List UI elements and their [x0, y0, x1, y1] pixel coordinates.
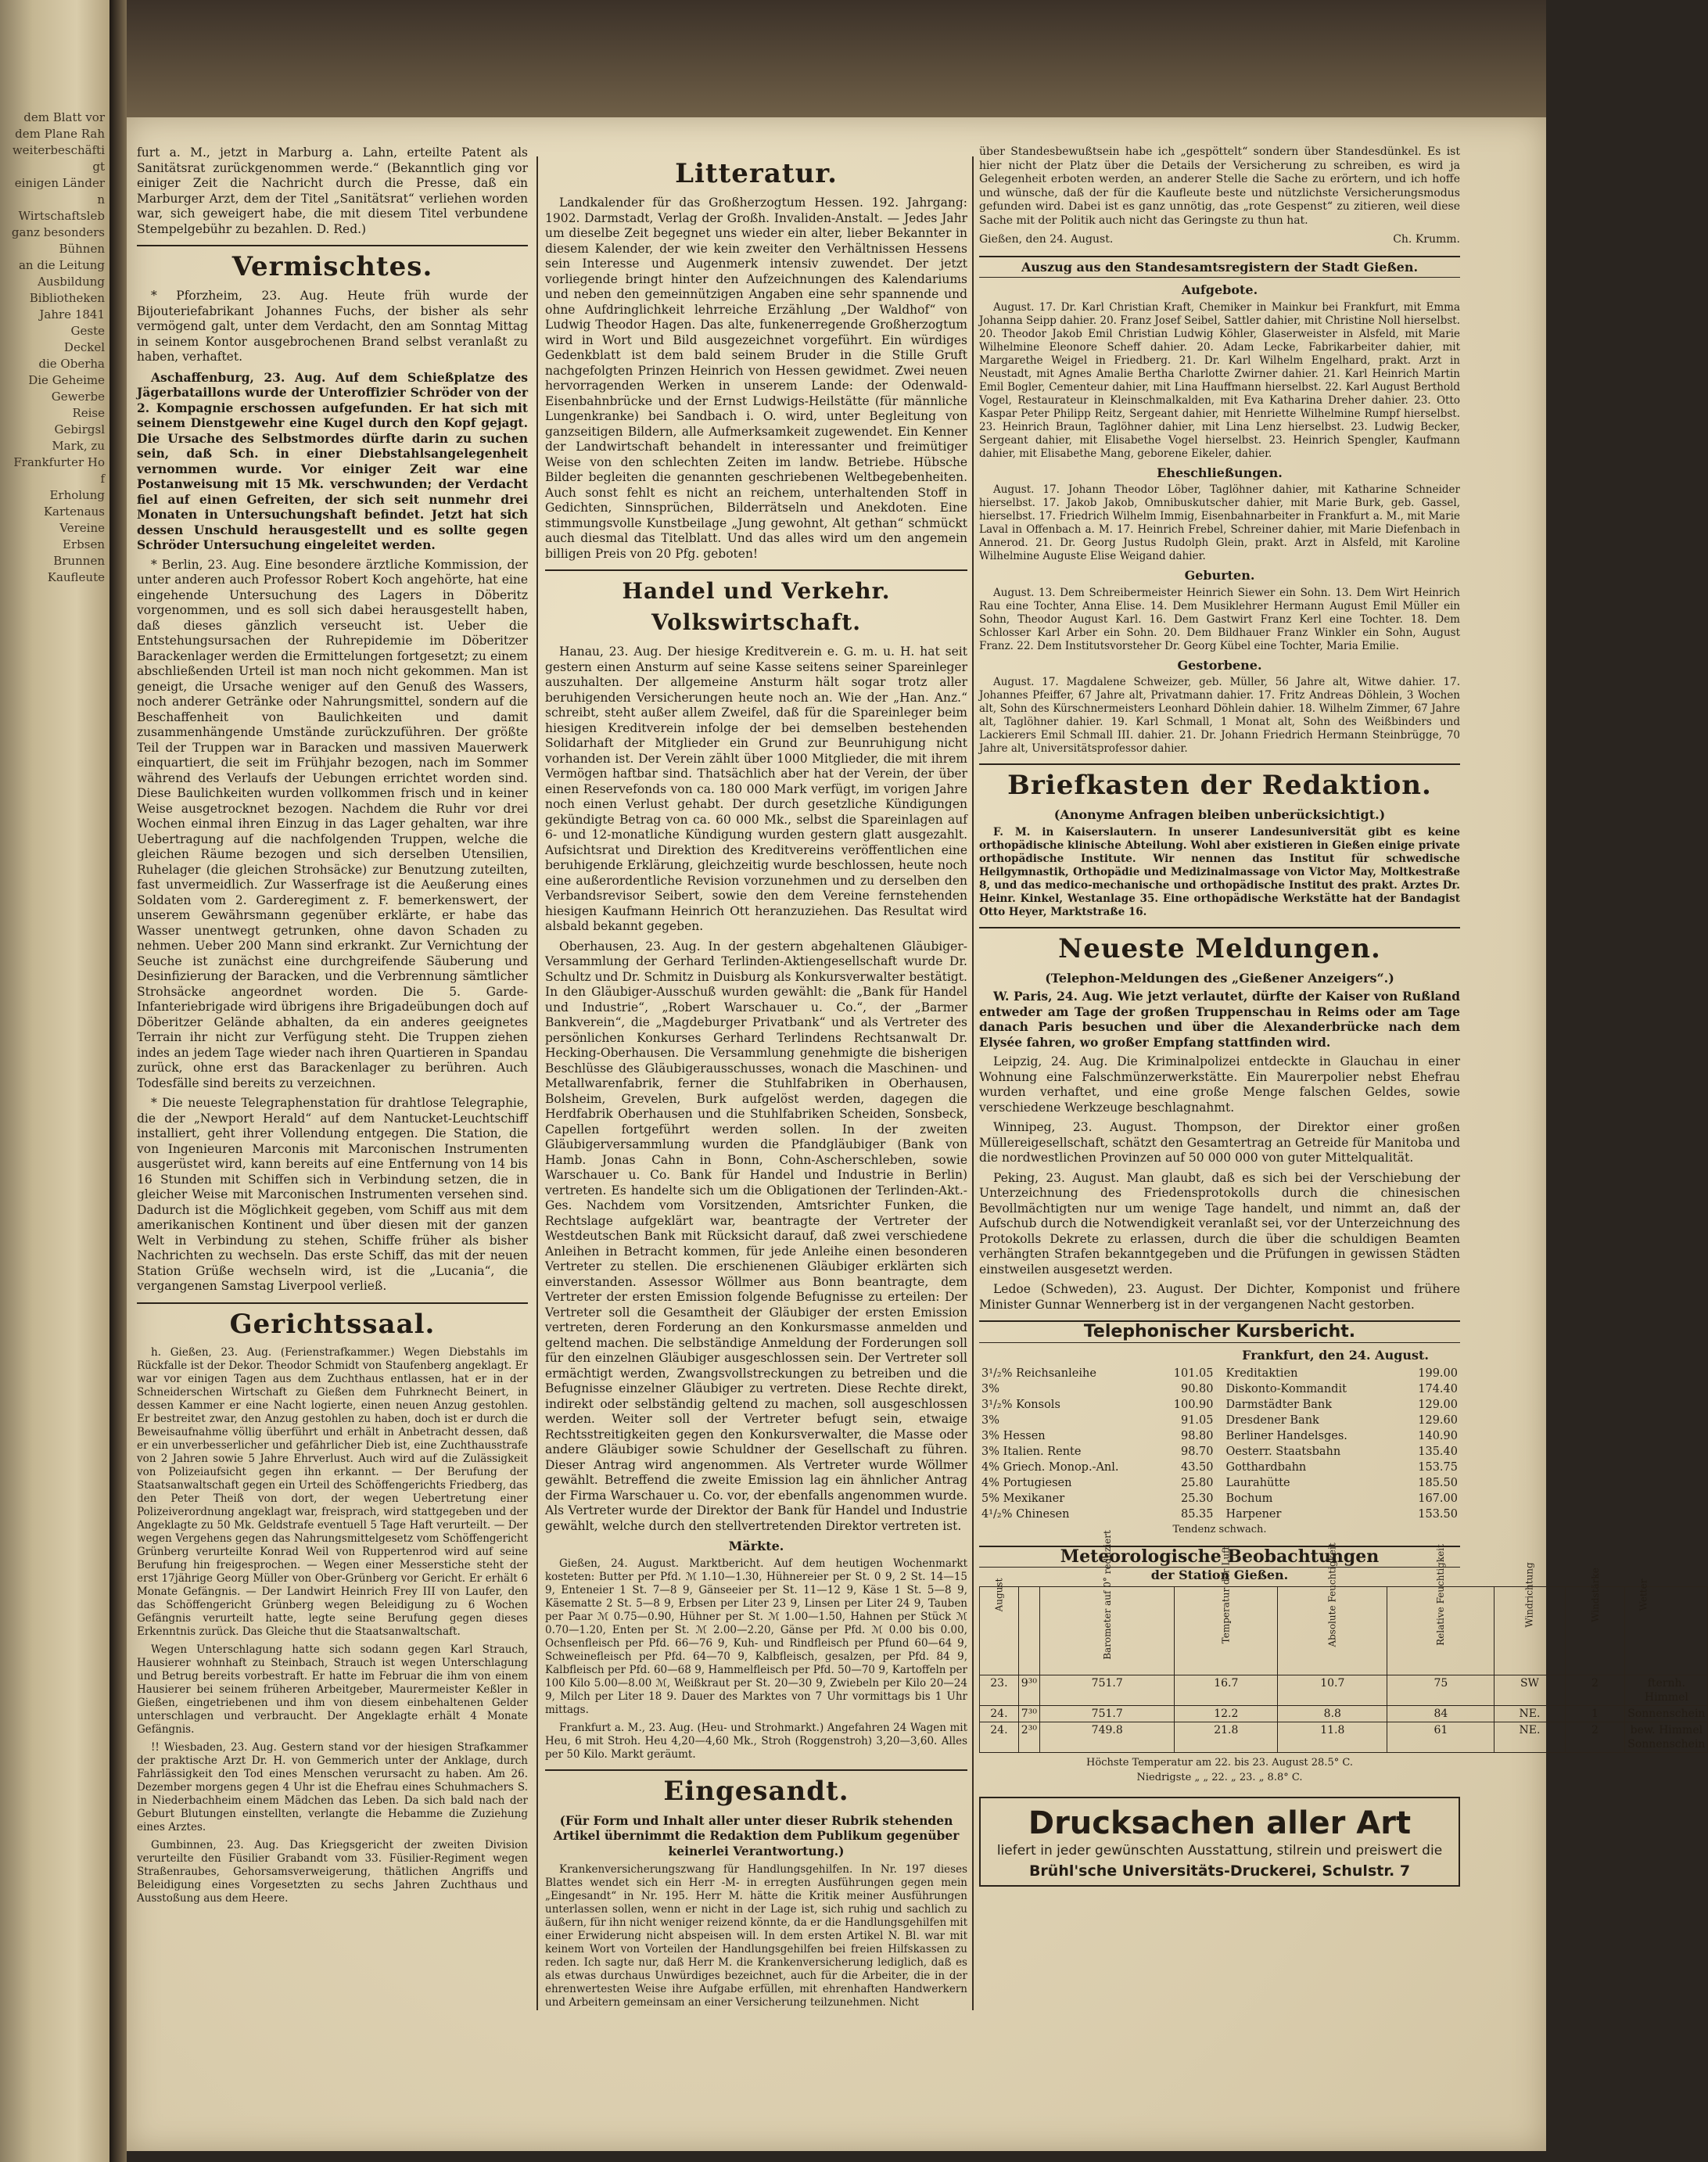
- article-paragraph: Wegen Unterschlagung hatte sich sodann gegen Karl Strauch, Hausierer wohnhaft zu Steinbach, Strauch ist wegen Unterschlagung und Betrug bereits vorbestraft. Er hatte im Februar die ihm von einem Hausierer bei seinem früheren Arbeitgeber, Maurermeister Keßler in Gießen, eingetriebenen und ihm von diesem einbehaltenen Gelder unterschlagen und verbraucht. Der Angeklagte erhält 4 Monate Gefängnis.: [137, 1643, 528, 1736]
- left-page-fragment: ganz besonders: [11, 225, 105, 239]
- subsection-title-maerkte: Märkte.: [728, 1539, 784, 1553]
- meteo-cell: 23.: [980, 1675, 1019, 1705]
- meteo-cell: Sonnenschein: [1625, 1705, 1708, 1722]
- kurs-row: [1224, 1475, 1461, 1491]
- meteo-row: [980, 1675, 1708, 1705]
- kursbericht-subtitle: Frankfurt, den 24. August.: [1242, 1347, 1429, 1363]
- kurs-row: [979, 1507, 1216, 1522]
- left-page-fragment: Jahre 1841: [39, 307, 105, 321]
- advertisement: [979, 1797, 1460, 1887]
- left-page-fragments: [11, 110, 105, 586]
- register-entry: August. 17. Johann Theodor Löber, Taglöhner dahier, mit Katharine Schneider hierselbst. 17. Jakob Jakob, Omnibuskutscher dahier, mit Marie Burk, geb. Gassel, hierselbst. 17. Friedrich Wilhelm Immig, Eisenbahnarbeiter in Frankfurt a. M., mit Marie Laval in Offenbach a. M. 17. Heinrich Frebel, Schreiner dahier, mit Marie Diefenbach in Annerod. 21. Dr. Georg Justus Rudolph Glein, prakt. Arzt in Alsfeld, mit Karoline Wilhelmine Auguste Elise Weigand dahier.: [979, 483, 1460, 562]
- article-paragraph: Hanau, 23. Aug. Der hiesige Kreditverein e. G. m. u. H. hat seit gestern einen Ansturm auf seine Kasse seitens seiner Spareinleger auszuhalten. Der allgemeine Ansturm hält sogar trotz aller beruhigenden Versicherungen heute noch an. Wie der „Han. Anz.“ schreibt, steht außer allem Zweifel, daß für die Spareinleger beim hiesigen Kreditverein infolge der bei demselben bestehenden Solidarhaft der Mitglieder ein Grund zur Beunruhigung nicht vorhanden ist. Der Verein zählt über 1000 Mitglieder, die mit ihrem Vermögen haftbar sind. Thatsächlich aber hat der Verein, der über einen Reservefonds von ca. 180 000 Mark verfügt, im vorigen Jahre noch einen Verlust gehabt. Der durch gesetzliche Kündigungen gekündigte Betrag von ca. 60 000 Mk., selbst die Spareinlagen auf 6- und 12-monatliche Kündigung wurden gestern glatt ausgezahlt. Aufsichtsrat und Direktion des Kreditvereins veröffentlichen eine beruhigende Erklärung, gleichzeitig wurde beschlossen, heute noch eine außerordentliche Revision vorzunehmen und zu derselben den Verbandsrevisor Seibert, sowie den dem Vereine fernstehenden hiesigen Kaufmann Heinrich Ott heranzuziehen. Das Resultat wird alsbald bekannt gegeben.: [545, 645, 967, 933]
- kurs-value: 199.00: [1418, 1367, 1458, 1380]
- kurs-value: 43.50: [1180, 1461, 1214, 1474]
- section-title-briefkasten: Briefkasten der Redaktion.: [979, 763, 1460, 801]
- kursbericht-tables: [979, 1366, 1460, 1522]
- meteo-cell: 2: [1565, 1722, 1625, 1752]
- column-rule: [536, 156, 538, 2010]
- kurs-row: [1224, 1460, 1461, 1475]
- section-title-eingesandt: Eingesandt.: [545, 1769, 967, 1807]
- article-paragraph: Leipzig, 24. Aug. Die Kriminalpolizei entdeckte in Glauchau in einer Wohnung eine Falschmünzerwerkstätte. Ein Maurerpolier nebst Ehefrau wurden verhaftet, und eine große Menge falschen Geldes, sowie verschiedene Werkzeuge beschlagnahmt.: [979, 1054, 1460, 1115]
- article-paragraph: Oberhausen, 23. Aug. In der gestern abgehaltenen Gläubiger-Versammlung der Gerhard Terlinden-Aktiengesellschaft wurde Dr. Schultz und Dr. Schmitz in Duisburg als Konkursverwalter bestätigt. In den Gläubiger-Ausschuß wurden gewählt: die „Bank für Handel und Industrie“, „Robert Warschauer u. Co.“, der „Barmer Bankverein“, die „Magdeburger Privatbank“ und als Vertreter des persönlichen Konkurses Gerhard Terlindens Rechtsanwalt Dr. Hecking-Oberhausen. Die Versammlung genehmigte die bisherigen Beschlüsse des Gläubigerausschusses, wonach die Maschinen- und Metallwarenfabrik, ferner die Stuhlfabriken in Oberhausen, Bolsheim, Grevelen, Burk aufgelöst werden, dagegen die Herdfabrik Oberhausen und die Stuhlfabriken Scheiden, Sonsbeck, Capellen fortgeführt werden sollen. In der zweiten Gläubigerversammlung wurden die Pfandgläubiger (Bank von Hamb. Jonas Cahn in Bonn, Cohn-Ascherschleben, sowie Warschauer u. Co. Bank für Handel und Industrie in Berlin) vertreten. Es handelte sich um die Obligationen der Terlinden-Akt.-Ges. Nachdem vom Vorsitzenden, Amtsrichter Funken, die Rechtslage aufgeklärt war, beantragte der Vertreter der Westdeutschen Bank mit Rücksicht darauf, daß zwei verschiedene Anleihen in Betracht kommen, für jede Anleihe einen besonderen Vertreter zu stellen. Die erschienenen Gläubiger erklärten sich einverstanden. Assessor Wöllmer aus Bonn beantragte, dem Vertreter der ersten Emission folgende Befugnisse zu erteilen: Der Vertreter soll die Gesamtheit der Gläubiger der ersten Emission vertreten, deren Forderung an den Konkursmasse anmelden und geltend machen. Die selbständige Anmeldung der Forderungen soll für den einzelnen Gläubiger ausgeschlossen sein. Der Vertreter soll ermächtigt werden, Zwangsvollstreckungen zu betreiben und die Befugnisse einzelner Gläubiger zu vertreten. Diese Rechte direkt, indirekt oder selbständig geltend zu machen, soll ausgeschlossen werden. Weiter soll der Vertreter befugt sein, etwaige Rechtsstreitigkeiten gegen den Konkursverwalter, die Masse oder andere Gläubiger sowie Schuldner der Gesellschaft zu führen. Dieser Antrag wird angenommen. Als Vertreter wurde Wöllmer gewählt. Betreffend die zweite Emission lag ein ähnlicher Antrag der Firma Warschauer u. Co. vor, der ebenfalls angenommen wurde. Als Vertreter wurde der Direktor der Bank für Handel und Industrie gewählt, welche durch den stellvertretenden Direktor vertreten ist.: [545, 939, 967, 1533]
- article-paragraph: Gumbinnen, 23. Aug. Das Kriegsgericht der zweiten Division verurteilte den Füsilier Grabandt vom 33. Füsilier-Regiment wegen Straßenraubes, Gehorsamsverweigerung, thätlichen Angriffs und Beleidigung eines Vorgesetzten zu sechs Jahren Zuchthaus und Ausstoßung aus dem Heere.: [137, 1838, 528, 1905]
- article-paragraph: Aschaffenburg, 23. Aug. Auf dem Schießplatze des Jägerbataillons wurde der Unteroffizier Schröder von der 2. Kompagnie erschossen aufgefunden. Er hat sich mit seinem Dienstgewehr eine Kugel durch den Kopf gejagt. Die Ursache des Selbstmordes dürfte darin zu suchen sein, daß Sch. in einer Diebstahlsangelegenheit vernommen wurde. Vor einiger Zeit war eine Postanweisung mit 15 Mk. verschwunden; der Verdacht fiel auf einen Gefreiten, der sich seit nunmehr drei Monaten in Untersuchungshaft befindet. Jetzt hat sich dessen Unschuld herausgestellt und es sollte gegen Schröder Untersuchung eingeleitet werden.: [137, 369, 528, 552]
- meteo-header: Windstärke: [1565, 1586, 1625, 1675]
- section-title-standesamt: Auszug aus den Standesamtsregistern der Stadt Gießen.: [979, 256, 1460, 278]
- left-page-fragment: Ausbildung: [38, 275, 105, 289]
- kurs-row: [1224, 1491, 1461, 1507]
- kurs-row: [979, 1428, 1216, 1444]
- kurs-value: 174.40: [1418, 1383, 1458, 1395]
- kurs-value: 100.90: [1173, 1399, 1214, 1411]
- meteo-cell: fternh. Himmel: [1625, 1675, 1708, 1705]
- kurs-value: 185.50: [1418, 1477, 1458, 1489]
- meteo-cell: 2³⁰: [1018, 1722, 1039, 1752]
- kurs-value: 98.70: [1180, 1446, 1214, 1458]
- meteo-cell: 61: [1387, 1722, 1494, 1752]
- kurs-value: 140.90: [1418, 1430, 1458, 1442]
- article-paragraph: Peking, 23. August. Man glaubt, daß es sich bei der Verschiebung der Unterzeichnung des Friedensprotokolls durch die chinesischen Bevollmächtigten nur um wenige Tage handelt, und nimmt an, daß der Aufschub durch die Notwendigkeit veranlaßt sei, vor der Unterzeichnung des Protokolls Dekrete zu erlassen, durch die über die schuldigen Beamten verhängten Strafen bekanntgegeben und die Prüfungen in gewissen Städten einstweilen ausgesetzt werden.: [979, 1170, 1460, 1277]
- meteo-cell: 7³⁰: [1018, 1705, 1039, 1722]
- kurs-row: [1224, 1366, 1461, 1381]
- kurs-value: 90.80: [1180, 1383, 1214, 1395]
- kurs-row: [979, 1397, 1216, 1413]
- kurs-value: 98.80: [1180, 1430, 1214, 1442]
- kurs-row: [979, 1413, 1216, 1428]
- meteo-cell: 24.: [980, 1722, 1019, 1752]
- meteo-cell: 10.7: [1278, 1675, 1387, 1705]
- kurs-name: 3% Hessen: [981, 1430, 1046, 1442]
- meteo-cell: 16.7: [1175, 1675, 1278, 1705]
- editorial-note: (Für Form und Inhalt aller unter dieser Rubrik stehenden Artikel übernimmt die Redaktion dem Publikum gegenüber keinerlei Verantwortung.): [553, 1812, 960, 1859]
- meteo-header: Relative Feuchtigkeit: [1387, 1586, 1494, 1675]
- left-page-fragment: Kaufleute: [47, 570, 105, 584]
- kurs-row: [979, 1491, 1216, 1507]
- left-page-fragment: an die Leitung: [18, 258, 105, 272]
- ad-footer: Brühl'sche Universitäts-Druckerei, Schulstr. 7: [1028, 1862, 1411, 1880]
- kurs-row: [979, 1366, 1216, 1381]
- register-entry: August. 17. Dr. Karl Christian Kraft, Chemiker in Mainkur bei Frankfurt, mit Emma Johanna Seipp dahier. 20. Franz Josef Seibel, Sattler dahier, mit Christine Noll hierselbst. 20. Theodor Jakob Emil Christian Ludwig Köhler, Glaserweister in Alsfeld, mit Marie Wilhelmine Eleonore Scheff dahier. 20. Adam Lecke, Fabrikarbeiter dahier, mit Margarethe Weigel in Friedberg. 21. Dr. Karl Wilhelm Engelhard, prakt. Arzt in Neustadt, mit Agnes Amalie Bertha Charlotte Zwirner dahier. 21. Karl Heinrich Martin Emil Bogler, Cementeur dahier, mit Lina Hauffmann hierselbst. 22. Karl August Berthold Vogel, Restaurateur in Kleinschmalkalden, mit Eva Katharina Dreher dahier. 23. Otto Kaspar Peter Philipp Reitz, Sergeant dahier, mit Henriette Wilhelmine Rumpf hierselbst. 23. Heinrich Braun, Taglöhner dahier, mit Lina Lenz hierselbst. 23. Ludwig Becker, Sergeant dahier, mit Elisabethe Vogel hierselbst. 23. Heinrich Spengler, Kaufmann dahier, mit Elisabethe Mang, geborene Eikeler, dahier.: [979, 300, 1460, 460]
- kurs-row: [1224, 1507, 1461, 1522]
- left-page-fragment: Erholung: [49, 488, 105, 502]
- kurs-value: 129.60: [1418, 1414, 1458, 1427]
- meteo-cell: 751.7: [1039, 1705, 1175, 1722]
- kurs-name: Dresdener Bank: [1225, 1414, 1319, 1427]
- neueste-subtitle: (Telephon-Meldungen des „Gießener Anzeigers“.): [1045, 970, 1394, 986]
- kurs-name: 4% Griech. Monop.-Anl.: [981, 1461, 1119, 1474]
- column-2: [545, 145, 967, 2117]
- ad-headline: Drucksachen aller Art: [1028, 1805, 1412, 1841]
- intro-paragraph: furt a. M., jetzt in Marburg a. Lahn, erteilte Patent als Sanitätsrat zurückgenommen werde.“ (Bekanntlich ging vor einiger Zeit die Nachricht durch die Presse, daß ein Marburger Arzt, dem der Titel „Sanitätsrat“ verliehen worden war, sich geweigert habe, die mit diesem Titel verbundene Stempelgebühr zu bezahlen. D. Red.): [137, 145, 528, 236]
- column-1: [137, 145, 528, 2101]
- subsection-title-aufgebote: Aufgebote.: [1181, 282, 1258, 297]
- meteo-header: Windrichtung: [1494, 1586, 1565, 1675]
- kurs-name: 4% Portugiesen: [981, 1477, 1072, 1489]
- meteo-footnote: Höchste Temperatur am 22. bis 23. August 28.5° C.: [1086, 1756, 1353, 1769]
- kurs-table-left: [979, 1366, 1216, 1522]
- kurs-row: [979, 1475, 1216, 1491]
- left-page-fragment: Die Geheime: [28, 373, 105, 387]
- kurs-value: 25.30: [1180, 1492, 1214, 1505]
- left-page-fragment: Brunnen: [53, 554, 105, 568]
- kurs-name: Darmstädter Bank: [1225, 1399, 1333, 1411]
- article-paragraph: * Berlin, 23. Aug. Eine besondere ärztliche Kommission, der unter anderen auch Professor Robert Koch angehörte, hat eine eingehende Untersuchung des Lagers in Döberitz vorgenommen, und es soll sich dabei herausgestellt haben, daß dieses gänzlich verseucht ist. Ueber die Entstehungsursachen der Ruhrepidemie im Döberitzer Barackenlager werden die Ermittelungen fortgesetzt; zu einem abschließenden Urteil ist man noch nicht gekommen. Man ist geneigt, die Ursache weniger auf den Genuß des Wassers, noch anderer Getränke oder Nahrungsmittel, sondern auf die Beschaffenheit von Baulichkeiten und damit zusammenhängende Umstände zurückzuführen. Der größte Teil der Truppen war in Baracken und massiven Mauerwerk einquartiert, die seit im Frühjahr bezogen, nach im Sommer während des Verlaufs der Uebungen errichtet worden sind. Diese Baulichkeiten wurden vollkommen frisch und in keiner Weise ausgetrocknet bezogen. Nachdem die Ruhr vor drei Wochen einmal ihren Einzug in das Lager gehalten, war ihre Uebertragung auf die nachfolgenden Truppen, welche die gleichen Räume bezogen und sich derselben Utensilien, Ruhelager (die gleichen Strohsäcke) zur Benutzung zuteilten, fast unvermeidlich. Zur Wasserfrage ist die Aeußerung eines Soldaten vom 2. Garderegiment z. F. bemerkenswert, der unserem Gewährsmann gegenüber erklärte, er habe das Wasser unentwegt getrunken, ohne davon Schaden zu nehmen. Ueber 200 Mann sind erkrankt. Zur Vernichtung der Seuche ist zunächst eine durchgreifende Säuberung und Desinfizierung der Baracken, und die Verbrennung sämtlicher Strohsäcke angeordnet worden. Die 5. Garde-Infanteriebrigade wird übrigens ihre Brigadeübungen doch auf Döberitzer Gelände abhalten, da ein anderes geeignetes Terrain ihr nicht zur Verfügung steht. Die Truppen ziehen indes an jedem Tage wieder nach ihren Quartieren in Spandau zurück, ohne erst das Barackenlager zu berühren. Auch Todesfälle sind bereits zu verzeichnen.: [137, 557, 528, 1090]
- article-paragraph: Krankenversicherungszwang für Handlungsgehilfen. In Nr. 197 dieses Blattes wendet sich ein Herr -M- in erregten Ausführungen gegen mein „Eingesandt“ in Nr. 195. Herr M. hätte die Kritik meiner Ausführungen unterlassen sollen, wenn er nicht in der Lage ist, sich ruhig und sachlich zu äußern, für ihn nicht weniger reizend könnte, da er die Handlungsgehilfen mit einer Erwiderung nicht abspeisen will. In dem ersten Artikel N. Bl. war mit keinem Wort von Vorteilen der Handlungsgehilfen bei freien Hilfskassen zu reden. Ich sagte nur, daß Herr M. die Krankenversicherung lediglich, daß es als etwas durchaus Unwürdiges bezeichnet, auch für die Arbeiter, die in der ehrenwertesten Weise ihre Aufgabe erfüllen, mit ehrenhaften Handwerkern und Arbeitern gemeinsam an einer Versicherung teilzunehmen. Nicht: [545, 1863, 967, 2009]
- article-paragraph: * Pforzheim, 23. Aug. Heute früh wurde der Bijouteriefabrikant Johannes Fuchs, der bisher als sehr vermögend galt, unter dem Verdacht, den am Sonntag Mittag in seinem Kontor ausgebrochenen Brand selbst veranlaßt zu haben, verhaftet.: [137, 289, 528, 364]
- kurs-row: [979, 1381, 1216, 1397]
- kurs-name: 5% Mexikaner: [981, 1492, 1065, 1505]
- article-paragraph: Landkalender für das Großherzogtum Hessen. 192. Jahrgang: 1902. Darmstadt, Verlag der Großh. Invaliden-Anstalt. — Jedes Jahr um dieselbe Zeit begegnet uns wieder ein alter, lieber Bekannter in diesem Kalender, der wie kein zweiter den Verhältnissen Hessens sein Interesse und Augenmerk intensiv zuwendet. Der jetzt vorliegende bringt hinter den Aufzeichnungen des Kalendariums und neben den gemeinnützigen Angaben eine sehr spannende und ohne Aufdringlichkeit lehrreiche Erzählung „Der Waldhof“ von Ludwig Theodor Hagen. Das alte, funkenerregende Großherzogtum wird in Wort und Bild ausgezeichnet vorgeführt. Ein würdiges Gedenkblatt ist dem bald seinem Bruder in die Stille Gruft nachgefolgten Prinzen Heinrich von Hessen gewidmet. Zwei neuen hervorragenden Werken in unserem Lande: der Odenwald-Eisenbahnbrücke und der Ernst Ludwigs-Heilstätte (für männliche Lungenkranke) bei Sandbach i. O. wird, unter Begleitung von ganzseitigen Bildern, alle Aufmerksamkeit zugewendet. Ein Kenner der Landwirtschaft behandelt in interessanter und freimütiger Weise von den schlechten Zeiten im landw. Betriebe. Hübsche Bilder begleiten die genannten geschriebenen Weltbegebenheiten. Auch sonst fehlt es nicht an reichem, unterhaltenden Stoff in Gedichten, Sinnsprüchen, Bilderrätseln und Anekdoten. Eine stimmungsvolle Kunstbeilage „Jung gewohnt, Alt gethan“ schmückt auch diesmal das Titelblatt. Und das alles wird um den angemein billigen Preis von 20 Pfg. geboten!: [545, 196, 967, 561]
- article-paragraph: Ledoe (Schweden), 23. August. Der Dichter, Komponist und frühere Minister Gunnar Wennerberg ist in der vergangenen Nacht gestorben.: [979, 1282, 1460, 1312]
- kurs-value: 153.50: [1418, 1508, 1458, 1521]
- kurs-tendenz: Tendenz schwach.: [1172, 1524, 1267, 1535]
- register-entry: August. 17. Magdalene Schweizer, geb. Müller, 56 Jahre alt, Witwe dahier. 17. Johannes Pfeiffer, 67 Jahre alt, Privatmann dahier. 17. Fritz Andreas Döhlein, 3 Wochen alt, Sohn des Kürschnermeisters Leonhard Döhlein dahier. 18. Wilhelm Zimmer, 67 Jahre alt, Taglöhner dahier. 19. Karl Schmall, 1 Monat alt, Sohn des Weißbinders und Lackierers Emil Schmall III. dahier. 21. Dr. Johann Friedrich Hermann Steinbrügge, 70 Jahre alt, Universitätsprofessor dahier.: [979, 676, 1460, 755]
- left-page-fragment: Vereine: [59, 521, 105, 535]
- article-paragraph: Gießen, 24. August. Marktbericht. Auf dem heutigen Wochenmarkt kosteten: Butter per Pfd. ℳ 1.10—1.30, Hühnereier per St. 0 9, 2 St. 14—15 9, Enteneier 1 St. 7—8 9, Gänseeier per St. 11—12 9, Käse 1 St. 5—8 9, Käsematte 2 St. 5—8 9, Erbsen per Liter 23 9, Linsen per Liter 24 9, Tauben per Paar ℳ 0.75—0.90, Hühner per St. ℳ 1.00—1.50, Hahnen per Stück ℳ 0.70—1.20, Enten per St. ℳ 2.00—2.20, Gänse per Pfd. ℳ 0.00 bis 0.00, Ochsenfleisch per Pfd. 66—76 9, Kuh- und Rindfleisch per Pfund 60—64 9, Schweinefleisch per Pfd. 64—70 9, Kalbfleisch, gesalzen, per Pfd. 84 9, Kalbfleisch per Pfd. 60—68 9, Hammelfleisch per Pfd. 50—70 9, Kartoffeln per 100 Kilo 5.00—8.00 ℳ, Weißkraut per St. 20—30 9, Zwiebeln per Kilo 20—24 9, Milch per Liter 18 9. Dauer des Marktes von 7 Uhr vormittags bis 1 Uhr mittags.: [545, 1557, 967, 1716]
- left-page-fragment: Wirtschaftsleb: [18, 209, 105, 223]
- meteo-title: Meteorologische Beobachtungen: [979, 1546, 1460, 1568]
- left-page-fragment: Geste: [70, 324, 105, 338]
- meteo-header: Barometer auf 0° reduziert: [1039, 1586, 1175, 1675]
- meteo-header: [1018, 1586, 1039, 1675]
- kurs-row: [1224, 1413, 1461, 1428]
- left-page-fragment: Gewerbe: [51, 390, 105, 404]
- subsection-title-gestorbene: Gestorbene.: [1177, 657, 1262, 673]
- kurs-row: [979, 1460, 1216, 1475]
- kurs-name: 3¹/₂% Reichsanleihe: [981, 1367, 1096, 1380]
- left-page-fragment: einigen Ländern: [14, 176, 105, 207]
- meteo-cell: 751.7: [1039, 1675, 1175, 1705]
- kurs-value: 135.40: [1418, 1446, 1458, 1458]
- kurs-name: 3¹/₂% Konsols: [981, 1399, 1060, 1411]
- book-spine: [109, 0, 127, 2162]
- kurs-value: 91.05: [1180, 1414, 1214, 1427]
- left-page-edge: [0, 0, 109, 2162]
- left-page-fragment: Erbsen: [63, 537, 105, 551]
- kurs-value: 25.80: [1180, 1477, 1214, 1489]
- register-entry: August. 13. Dem Schreibermeister Heinrich Siewer ein Sohn. 13. Dem Wirt Heinrich Rau eine Tochter, Anna Elise. 14. Dem Musiklehrer Hermann August Emil Müller ein Sohn, Theodor August Karl. 16. Dem Gastwirt Franz Kerl eine Tochter. 18. Dem Schlosser Karl Arber ein Sohn. 20. Dem Bildhauer Franz Winkler ein Sohn, August Franz. 22. Dem Institutsvorsteher Dr. Georg Kübel eine Tochter, Maria Emilie.: [979, 586, 1460, 652]
- meteo-cell: 84: [1387, 1705, 1494, 1722]
- subsection-title-eheschliessungen: Eheschließungen.: [1157, 465, 1283, 480]
- meteo-header: Wetter: [1625, 1586, 1708, 1675]
- intro-paragraph: über Standesbewußtsein habe ich „gespöttelt“ sondern über Standesdünkel. Es ist hier nicht der Platz über die Details der Versicherung zu schreiben, es wird ja Gelegenheit erboten werden, an anderer Stelle die Sache zu erörtern, und ich hoffe und wünsche, daß der für die Kaufleute beste und nützlichste Versicherungsmodus gefunden wird. Dabei ist es ganz unnötig, das „rote Gespenst“ zu zitieren, weil diese Sache mit der Politik auch nicht das Geringste zu thun hat.: [979, 145, 1460, 227]
- kurs-row: [1224, 1397, 1461, 1413]
- left-page-fragment: Frankfurter Hof: [13, 455, 105, 486]
- article-paragraph: h. Gießen, 23. Aug. (Ferienstrafkammer.) Wegen Diebstahls im Rückfalle ist der Dekor. Theodor Schmidt von Staufenberg angeklagt. Er war vor einigen Tagen aus dem Zuchthaus entlassen, hat er in der Schneiderschen Wirtschaft zu Gießen dem Fuhrknecht Beinert, in dessen Kammer er eine Nacht logierte, einen neuen Anzug gestohlen. Er bestreitet zwar, den Anzug gestohlen zu haben, doch ist er durch die Beweisaufnahme völlig überführt und erhält in Anbetracht dessen, daß er ein unverbesserlicher und gefährlicher Dieb ist, eine Zuchthausstrafe von 2 Jahren sowie 5 Jahre Ehrverlust. Auch wird auf die Zulässigkeit von Polizeiaufsicht gegen ihn erkannt. — Der Berufung der Staatsanwaltschaft gegen ein Urteil des Schöffengerichts Friedberg, das den Peter Theiß von dort, der wegen Uebertretung einer Polizeiverordnung angeklagt war, freisprach, wird stattgegeben und der Angeklagte zu 50 Mk. Geldstrafe eventuell 5 Tage Haft verurteilt. — Der wegen Vergehens gegen das Nahrungsmittelgesetz vom Schöffengericht Grünberg verurteilte Konrad Weil von Ruppertenrod wird auf seine Berufung hin freigesprochen. — Wegen einer Messerstiche steht der erst 17jährige Georg Müller von Ober-Grünberg vor Gericht. Er erhält 6 Monate Gefängnis. — Der Landwirt Heinrich Frey III von Laufer, den das Schöffengericht Grünberg wegen Beleidigung zu 6 Wochen Gefängnis verurteilt hatte, legte seine Berufung gegen dieses Erkenntnis zurück. Das Gleiche thut die Staatsanwaltschaft.: [137, 1345, 528, 1638]
- kurs-name: Harpener: [1225, 1508, 1282, 1521]
- article-paragraph: !! Wiesbaden, 23. Aug. Gestern stand vor der hiesigen Strafkammer der praktische Arzt Dr. H. von Gemmerich unter der Anklage, durch Fahrlässigkeit den Tod eines Menschen verursacht zu haben. Am 26. Dezember morgens gegen 4 Uhr ist die Ehefrau eines Schuhmachers S. in Niederbachheim einem Mädchen das Leben. Da sich bald nach der Geburt Blutungen einstellten, verlangte die Hebamme die Zuziehung eines Arztes.: [137, 1740, 528, 1833]
- meteo-cell: 24.: [980, 1705, 1019, 1722]
- meteo-header: Temperatur der Luft: [1175, 1586, 1278, 1675]
- meteo-cell: 1: [1565, 1705, 1625, 1722]
- kursbericht-title: Telephonischer Kursbericht.: [979, 1320, 1460, 1343]
- meteo-cell: 9³⁰: [1018, 1675, 1039, 1705]
- meteo-header: August: [980, 1586, 1019, 1675]
- meteo-cell: NE.: [1494, 1722, 1565, 1752]
- subsection-title-geburten: Geburten.: [1184, 568, 1255, 583]
- left-page-fragment: Bühnen: [59, 242, 105, 256]
- meteo-cell: NE.: [1494, 1705, 1565, 1722]
- ad-text: liefert in jeder gewünschten Ausstattung, stilrein und preiswert die: [996, 1842, 1443, 1859]
- kurs-name: Kreditaktien: [1225, 1367, 1298, 1380]
- kurs-name: Gotthardbahn: [1225, 1461, 1307, 1474]
- meteo-footnote: Niedrigste „ „ 22. „ 23. „ 8.8° C.: [1136, 1772, 1303, 1783]
- left-page-fragment: dem Plane Rah: [15, 127, 105, 141]
- kurs-row: [1224, 1381, 1461, 1397]
- signature-author: Ch. Krumm.: [1393, 233, 1460, 246]
- left-page-fragment: Mark, zu: [52, 439, 105, 453]
- kurs-name: 4¹/₂% Chinesen: [981, 1508, 1070, 1521]
- kurs-row: [979, 1444, 1216, 1460]
- left-page-fragment: weiterbeschäftigt: [12, 143, 105, 174]
- meteo-cell: 11.8: [1278, 1722, 1387, 1752]
- left-page-fragment: Deckel: [63, 340, 105, 354]
- briefkasten-subtitle: (Anonyme Anfragen bleiben unberücksichtigt.): [1053, 807, 1386, 822]
- meteo-cell: 75: [1387, 1675, 1494, 1705]
- kurs-value: 153.75: [1418, 1461, 1458, 1474]
- kurs-value: 129.00: [1418, 1399, 1458, 1411]
- kurs-row: [1224, 1444, 1461, 1460]
- left-page-fragment: Kartenaus: [43, 505, 105, 519]
- kurs-name: Berliner Handelsges.: [1225, 1430, 1347, 1442]
- meteo-cell: bew. Himmel Sonnenschein: [1625, 1722, 1708, 1752]
- section-title-litteratur: Litteratur.: [675, 158, 838, 189]
- meteo-cell: 8.8: [1278, 1705, 1387, 1722]
- section-title-vermischtes: Vermischtes.: [137, 245, 528, 282]
- signature-line: [979, 232, 1460, 248]
- column-rule: [972, 156, 974, 2010]
- meteo-cell: 749.8: [1039, 1722, 1175, 1752]
- article-paragraph: Frankfurt a. M., 23. Aug. (Heu- und Strohmarkt.) Angefahren 24 Wagen mit Heu, 6 mit Stroh. Heu 4,20—4,60 Mk., Stroh (Roggenstroh) 3,20—3,60. Alles per 50 Kilo. Markt geräumt.: [545, 1721, 967, 1761]
- article-paragraph: Winnipeg, 23. August. Thompson, der Direktor einer großen Müllereigesellschaft, schätzt den Gesamtertrag an Getreide für Manitoba und die nordwestlichen Provinzen auf 50 000 000 von guter Mittelqualität.: [979, 1120, 1460, 1165]
- kurs-value: 85.35: [1180, 1508, 1214, 1521]
- meteo-cell: 21.8: [1175, 1722, 1278, 1752]
- kurs-value: 101.05: [1173, 1367, 1214, 1380]
- meteo-subtitle: der Station Gießen.: [1150, 1568, 1289, 1582]
- kurs-name: Diskonto-Kommandit: [1225, 1383, 1347, 1395]
- article-paragraph: W. Paris, 24. Aug. Wie jetzt verlautet, dürfte der Kaiser von Rußland entweder am Tage der großen Truppenschau in Reims oder am Tage danach Paris besuchen und über die Alexanderbrücke nach dem Elysée fahren, wo großer Empfang stattfinden wird.: [979, 989, 1460, 1050]
- left-page-fragment: Reise: [72, 406, 105, 420]
- kurs-name: 3%: [981, 1383, 1000, 1395]
- kurs-table-right: [1224, 1366, 1461, 1522]
- kurs-name: 3%: [981, 1414, 1000, 1427]
- kurs-row: [1224, 1428, 1461, 1444]
- kurs-name: 3% Italien. Rente: [981, 1446, 1082, 1458]
- left-page-fragment: dem Blatt vor: [23, 110, 105, 124]
- left-page-fragment: die Oberha: [38, 357, 105, 371]
- column-3: [979, 145, 1706, 2101]
- left-page-fragment: Bibliotheken: [29, 291, 105, 305]
- meteo-cell: SW: [1494, 1675, 1565, 1705]
- kurs-name: Bochum: [1225, 1492, 1273, 1505]
- article-paragraph: * Die neueste Telegraphenstation für drahtlose Telegraphie, die der „Newport Herald“ auf dem Nantucket-Leuchtschiff installiert, geht ihrer Vollendung entgegen. Die Station, die von Ingenieuren Marconis mit Marconischen Instrumenten ausgerüstet wird, kann bereits auf eine Entfernung von 14 bis 16 Stunden mit Schiffen sich in Verbindung setzen, die in gleicher Weise mit Marconischen Instrumenten versehen sind. Dadurch ist die Möglichkeit gegeben, vom Schiff aus mit dem amerikanischen Kontinent und über diesen mit der ganzen Welt in Verbindung zu stehen, Schiffe früher als bisher Nachrichten zu wechseln. Das erste Schiff, das mit der neuen Station Grüße wechseln wird, ist die „Lucania“, die vergangenen Samstag Liverpool verließ.: [137, 1096, 528, 1293]
- kurs-name: Laurahütte: [1225, 1477, 1290, 1489]
- book-top-shadow: [127, 0, 1546, 117]
- kurs-value: 167.00: [1418, 1492, 1458, 1505]
- section-title-handel: Handel und Verkehr. Volkswirtschaft.: [545, 569, 967, 638]
- meteo-header: Absolute Feuchtigkeit: [1278, 1586, 1387, 1675]
- signature-date: Gießen, den 24. August.: [979, 233, 1114, 246]
- meteo-row: [980, 1705, 1708, 1722]
- article-paragraph: F. M. in Kaiserslautern. In unserer Landesuniversität gibt es keine orthopädische klinische Abteilung. Wohl aber existieren in Gießen einige private orthopädische Institute. Wir nennen das Institut für schwedische Heilgymnastik, Orthopädie und Medizinalmassage von Victor May, Moltkestraße 8, und das medico-mechanische und orthopädische Institut des prakt. Arztes Dr. Heinr. Kinkel, Westanlage 35. Eine orthopädische Werkstätte hat der Bandagist Otto Heyer, Marktstraße 16.: [979, 825, 1460, 918]
- section-title-neueste: Neueste Meldungen.: [979, 927, 1460, 964]
- meteo-cell: 2: [1565, 1675, 1625, 1705]
- meteo-cell: 12.2: [1175, 1705, 1278, 1722]
- meteo-row: [980, 1722, 1708, 1752]
- kurs-name: Oesterr. Staatsbahn: [1225, 1446, 1341, 1458]
- left-page-fragment: Gebirgsl: [54, 422, 105, 436]
- section-title-gerichtssaal: Gerichtssaal.: [137, 1302, 528, 1340]
